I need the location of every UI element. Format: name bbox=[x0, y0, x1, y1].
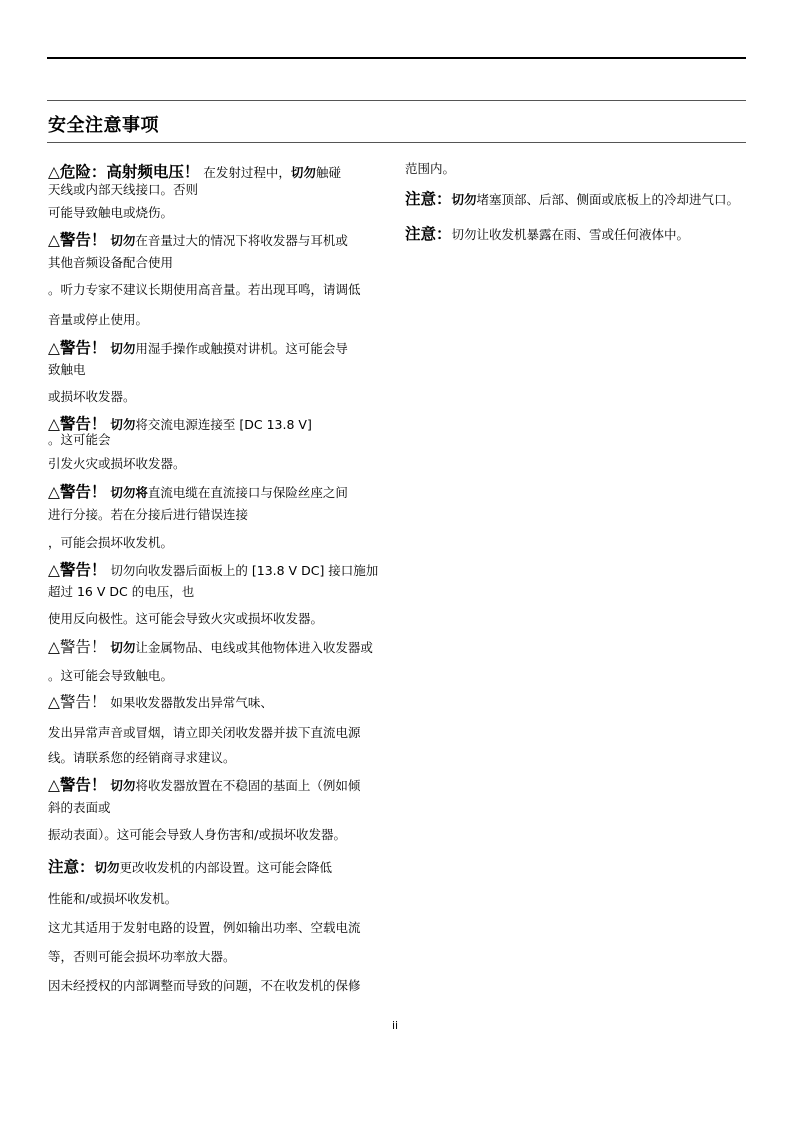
caution-continuation: 性能和/或损坏收发机。 bbox=[48, 891, 178, 906]
warning-text: 直流电缆在直流接口与保险丝座之间 bbox=[147, 485, 348, 500]
warning-notice bbox=[48, 232, 348, 249]
warning-label: △警告！ bbox=[48, 776, 107, 794]
caution-label: 注意： bbox=[405, 190, 452, 208]
warning-continuation: 或损坏收发器。 bbox=[48, 389, 136, 404]
warning-continuation: 致触电 bbox=[48, 362, 86, 377]
caution-label: 注意： bbox=[48, 858, 95, 876]
caution-text: 切勿让收发机暴露在雨、雪或任何液体中。 bbox=[451, 227, 690, 242]
warning-continuation: 振动表面）。这可能会导致人身伤害和/或损坏收发器。 bbox=[48, 827, 346, 842]
warning-emphasis: 切勿将 bbox=[110, 485, 148, 500]
caution-continuation: 范围内。 bbox=[405, 161, 456, 176]
caution-notice bbox=[405, 191, 739, 208]
warning-continuation: 发出异常声音或冒烟，请立即关闭收发器并拔下直流电源 bbox=[48, 725, 361, 740]
warning-continuation: ，可能会损坏收发机。 bbox=[48, 535, 174, 550]
warning-label: △警告！ bbox=[48, 693, 107, 711]
warning-continuation: 。听力专家不建议长期使用高音量。若出现耳鸣，请调低 bbox=[48, 282, 361, 297]
warning-notice bbox=[48, 777, 360, 794]
caution-text: 更改收发机的内部设置。这可能会降低 bbox=[119, 860, 333, 875]
warning-continuation: 超过 16 V DC 的电压，也 bbox=[48, 584, 195, 599]
warning-emphasis: 切勿 bbox=[110, 778, 136, 793]
caution-notice bbox=[405, 226, 689, 243]
warning-continuation: 。这可能会 bbox=[48, 432, 111, 447]
warning-label: △警告！ bbox=[48, 339, 107, 357]
warning-emphasis: 切勿 bbox=[110, 640, 136, 655]
warning-text: 让金属物品、电线或其他物体进入收发器或 bbox=[135, 640, 373, 655]
warning-label: △警告！ bbox=[48, 638, 107, 656]
danger-text: 在发射过程中， bbox=[203, 165, 291, 180]
warning-continuation: 斜的表面或 bbox=[48, 800, 111, 815]
caution-text: 堵塞顶部、后部、侧面或底板上的冷却进气口。 bbox=[476, 192, 740, 207]
warning-text: 在音量过大的情况下将收发器与耳机或 bbox=[135, 233, 348, 248]
warning-text: 将收发器放置在不稳固的基面上（例如倾 bbox=[135, 778, 361, 793]
warning-label: △警告！ bbox=[48, 483, 107, 501]
warning-emphasis: 切勿 bbox=[110, 233, 136, 248]
warning-emphasis: 切勿 bbox=[110, 341, 136, 356]
caution-continuation: 因未经授权的内部调整而导致的问题，不在收发机的保修 bbox=[48, 978, 361, 993]
danger-continuation: 天线或内部天线接口。否则 bbox=[48, 182, 199, 197]
warning-label: △警告！ bbox=[48, 415, 107, 433]
danger-text-2: 触碰 bbox=[315, 165, 341, 180]
caution-label: 注意： bbox=[405, 225, 452, 243]
warning-text: 用湿手操作或触摸对讲机。这可能会导 bbox=[135, 341, 348, 356]
caution-emphasis: 切勿 bbox=[94, 860, 120, 875]
caution-notice bbox=[48, 859, 332, 876]
page-number: ii bbox=[392, 1019, 399, 1032]
danger-emphasis: 切勿 bbox=[290, 165, 316, 180]
warning-continuation: 。这可能会导致触电。 bbox=[48, 668, 174, 683]
danger-label: △危险：高射频电压！ bbox=[48, 163, 200, 181]
warning-continuation: 使用反向极性。这可能会导致火灾或损坏收发器。 bbox=[48, 611, 324, 626]
section-title: 安全注意事项 bbox=[48, 115, 159, 136]
caution-continuation: 等，否则可能会损坏功率放大器。 bbox=[48, 949, 236, 964]
danger-continuation: 可能导致触电或烧伤。 bbox=[48, 205, 174, 220]
warning-notice bbox=[48, 562, 378, 579]
warning-emphasis: 切勿 bbox=[110, 417, 136, 432]
warning-notice bbox=[48, 340, 348, 357]
warning-notice bbox=[48, 484, 348, 501]
title-rule-top bbox=[47, 100, 746, 101]
danger-notice bbox=[48, 164, 341, 181]
warning-label: △警告！ bbox=[48, 561, 107, 579]
warning-text: 将交流电源连接至 [DC 13.8 V] bbox=[135, 417, 312, 432]
caution-emphasis: 切勿 bbox=[451, 192, 477, 207]
warning-continuation: 进行分接。若在分接后进行错误连接 bbox=[48, 507, 249, 522]
caution-continuation: 这尤其适用于发射电路的设置，例如输出功率、空载电流 bbox=[48, 920, 361, 935]
warning-text: 切勿向收发器后面板上的 [13.8 V DC] 接口施加 bbox=[110, 563, 379, 578]
warning-notice bbox=[48, 694, 273, 711]
warning-label: △警告！ bbox=[48, 231, 107, 249]
warning-continuation: 线。请联系您的经销商寻求建议。 bbox=[48, 750, 236, 765]
warning-notice bbox=[48, 639, 373, 656]
warning-continuation: 引发火灾或损坏收发器。 bbox=[48, 456, 186, 471]
top-rule bbox=[47, 57, 746, 59]
warning-continuation: 其他音频设备配合使用 bbox=[48, 255, 174, 270]
warning-text: 如果收发器散发出异常气味、 bbox=[110, 695, 273, 710]
warning-notice bbox=[48, 416, 312, 433]
title-rule-bottom bbox=[47, 142, 746, 143]
warning-continuation: 音量或停止使用。 bbox=[48, 312, 149, 327]
